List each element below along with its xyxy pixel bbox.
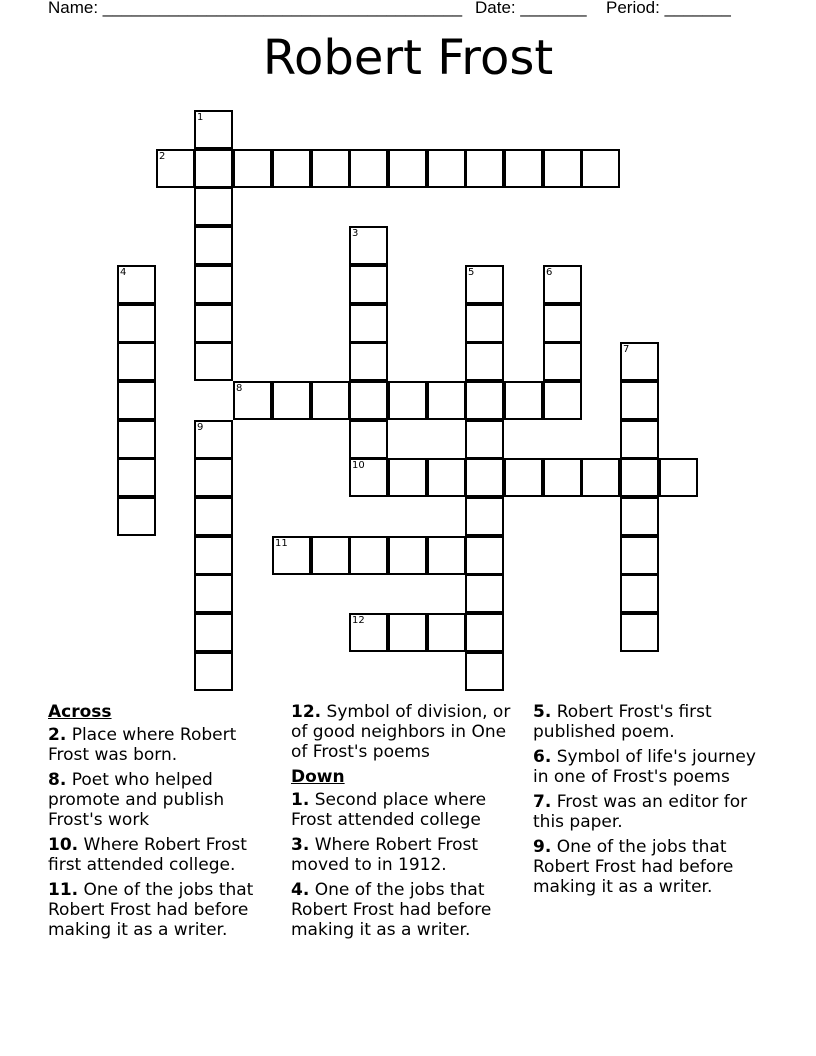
clue-down-6: 6. Symbol of life's journey in one of Frost's poems xyxy=(533,747,756,787)
grid-cell[interactable] xyxy=(388,536,427,575)
clue-number-9: 9 xyxy=(197,422,204,433)
grid-cell[interactable] xyxy=(194,458,233,497)
grid-cell[interactable] xyxy=(349,304,388,343)
name-field[interactable]: Name: ______________________________________ xyxy=(48,0,463,17)
clue-number-2: 2 xyxy=(159,151,166,162)
grid-cell[interactable] xyxy=(543,304,582,343)
clue-down-7: 7. Frost was an editor for this paper. xyxy=(533,792,748,832)
grid-cell[interactable] xyxy=(427,458,466,497)
grid-cell[interactable] xyxy=(620,381,659,420)
grid-cell[interactable] xyxy=(194,342,233,381)
clue-across-2: 2. Place where Robert Frost was born. xyxy=(48,725,237,765)
grid-cell[interactable] xyxy=(194,613,233,652)
page-title: Robert Frost xyxy=(262,30,554,86)
grid-cell[interactable] xyxy=(349,536,388,575)
clue-number-4: 4 xyxy=(120,267,127,278)
grid-cell[interactable] xyxy=(117,420,156,459)
grid-cell[interactable] xyxy=(194,226,233,265)
clue-number-1: 1 xyxy=(197,112,204,123)
grid-cell[interactable] xyxy=(194,536,233,575)
grid-cell[interactable] xyxy=(465,652,504,691)
grid-cell[interactable] xyxy=(427,381,466,420)
grid-cell[interactable] xyxy=(581,458,620,497)
grid-cell[interactable] xyxy=(427,536,466,575)
grid-cell[interactable] xyxy=(465,536,504,575)
grid-cell[interactable] xyxy=(117,497,156,536)
grid-cell[interactable] xyxy=(272,149,311,188)
grid-cell[interactable] xyxy=(194,265,233,304)
grid-cell[interactable] xyxy=(465,497,504,536)
period-field[interactable]: Period: _______ xyxy=(606,0,731,17)
clue-number-6: 6 xyxy=(546,267,553,278)
grid-cell[interactable] xyxy=(311,149,350,188)
grid-cell[interactable] xyxy=(581,149,620,188)
clue-column-2 xyxy=(291,702,523,945)
grid-cell[interactable] xyxy=(543,149,582,188)
clue-across-11: 11. One of the jobs that Robert Frost had before making it as a writer. xyxy=(48,880,254,940)
grid-cell[interactable] xyxy=(465,149,504,188)
grid-cell[interactable] xyxy=(465,342,504,381)
grid-cell[interactable] xyxy=(465,420,504,459)
clue-across-12: 12. Symbol of division, or of good neighbors in One of Frost's poems xyxy=(291,702,511,762)
grid-cell[interactable] xyxy=(194,574,233,613)
grid-cell[interactable] xyxy=(388,613,427,652)
clue-number-5: 5 xyxy=(468,267,475,278)
grid-cell[interactable] xyxy=(388,149,427,188)
grid-cell[interactable] xyxy=(620,536,659,575)
grid-cell[interactable] xyxy=(349,342,388,381)
clue-across-8: 8. Poet who helped promote and publish Frost's work xyxy=(48,770,225,830)
grid-cell[interactable] xyxy=(117,342,156,381)
grid-cell[interactable] xyxy=(272,381,311,420)
grid-cell[interactable] xyxy=(543,458,582,497)
clue-across-10: 10. Where Robert Frost first attended college. xyxy=(48,835,247,875)
grid-cell[interactable] xyxy=(349,381,388,420)
grid-cell[interactable] xyxy=(620,574,659,613)
grid-cell[interactable] xyxy=(427,149,466,188)
grid-cell[interactable] xyxy=(194,497,233,536)
clue-column-3 xyxy=(533,702,765,902)
grid-cell[interactable] xyxy=(194,149,233,188)
grid-cell[interactable] xyxy=(194,304,233,343)
grid-cell[interactable] xyxy=(543,381,582,420)
grid-cell[interactable] xyxy=(504,458,543,497)
grid-cell[interactable] xyxy=(465,613,504,652)
date-field[interactable]: Date: _______ xyxy=(475,0,587,17)
grid-cell[interactable] xyxy=(465,381,504,420)
grid-cell[interactable] xyxy=(465,304,504,343)
grid-cell[interactable] xyxy=(620,613,659,652)
clue-down-3: 3. Where Robert Frost moved to in 1912. xyxy=(291,835,479,875)
clue-number-7: 7 xyxy=(623,344,630,355)
grid-cell[interactable] xyxy=(659,458,698,497)
clue-number-3: 3 xyxy=(352,228,359,239)
grid-cell[interactable] xyxy=(117,458,156,497)
grid-cell[interactable] xyxy=(194,652,233,691)
clue-down-4: 4. One of the jobs that Robert Frost had before making it as a writer. xyxy=(291,880,492,940)
grid-cell[interactable] xyxy=(504,381,543,420)
grid-cell[interactable] xyxy=(465,574,504,613)
grid-cell[interactable] xyxy=(388,381,427,420)
grid-cell[interactable] xyxy=(620,497,659,536)
down-heading: Down xyxy=(291,767,345,787)
grid-cell[interactable] xyxy=(427,613,466,652)
clue-down-5: 5. Robert Frost's first published poem. xyxy=(533,702,712,742)
clue-number-12: 12 xyxy=(352,615,365,626)
grid-cell[interactable] xyxy=(465,458,504,497)
clue-column-1 xyxy=(48,702,280,945)
grid-cell[interactable] xyxy=(388,458,427,497)
clue-number-11: 11 xyxy=(275,538,288,549)
clue-number-10: 10 xyxy=(352,460,365,471)
grid-cell[interactable] xyxy=(504,149,543,188)
grid-cell[interactable] xyxy=(311,536,350,575)
grid-cell[interactable] xyxy=(311,381,350,420)
grid-cell[interactable] xyxy=(349,149,388,188)
grid-cell[interactable] xyxy=(233,149,272,188)
clue-down-9: 9. One of the jobs that Robert Frost had before making it as a writer. xyxy=(533,837,734,897)
grid-cell[interactable] xyxy=(349,420,388,459)
grid-cell[interactable] xyxy=(194,187,233,226)
grid-cell[interactable] xyxy=(620,458,659,497)
grid-cell[interactable] xyxy=(620,420,659,459)
clue-down-1: 1. Second place where Frost attended college xyxy=(291,790,487,830)
grid-cell[interactable] xyxy=(543,342,582,381)
across-heading: Across xyxy=(48,702,112,722)
grid-cell[interactable] xyxy=(117,381,156,420)
grid-cell[interactable] xyxy=(349,265,388,304)
clue-number-8: 8 xyxy=(236,383,243,394)
grid-cell[interactable] xyxy=(117,304,156,343)
